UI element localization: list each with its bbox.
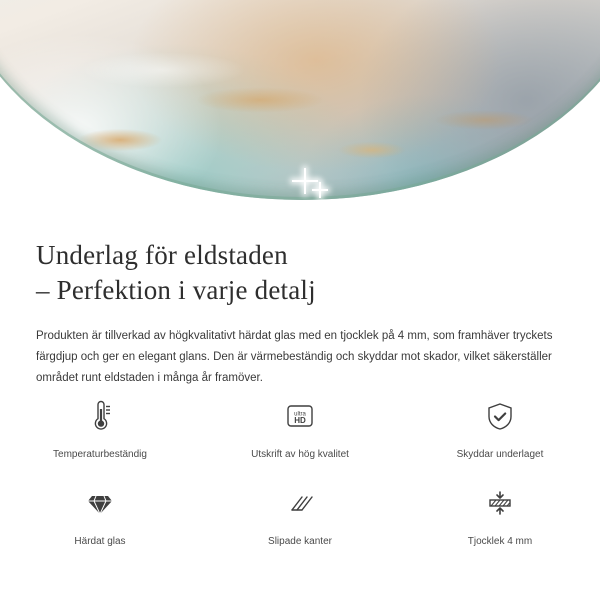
- thermometer-icon: [76, 392, 124, 440]
- feature-label: Härdat glas: [74, 536, 126, 547]
- description-paragraph: Produkten är tillverkad av högkvalitativt härdat glas med en tjocklek på 4 mm, som framhäver tryckets färgdjup och ger en elegant glans. Den är värmebeständig och skyddar mot skador, vilket säkerställer området runt eldstaden i många år framöver.: [36, 330, 553, 384]
- shield-check-icon: [476, 392, 524, 440]
- page-title-line-2: – Perfektion i varje detalj: [36, 275, 316, 305]
- feature-label: Utskrift av hög kvalitet: [251, 449, 349, 460]
- feature-grid: [0, 392, 600, 548]
- description-content: [0, 212, 600, 389]
- glass-disc-graphic: [0, 0, 600, 200]
- diamond-icon: [76, 479, 124, 527]
- svg-text:HD: HD: [294, 416, 306, 425]
- thickness-icon: [476, 479, 524, 527]
- page-title-line-1: Underlag för eldstaden: [36, 240, 288, 270]
- svg-text:ultra: ultra: [294, 411, 306, 418]
- feature-label: Tjocklek 4 mm: [467, 536, 533, 547]
- feature-item-thickness: [400, 479, 600, 548]
- polished-edges-icon: [276, 479, 324, 527]
- feature-item-surface-protection: [400, 392, 600, 461]
- feature-item-polished-edges: [200, 479, 400, 548]
- hero-product-image: [0, 0, 600, 212]
- feature-label: Temperaturbeständig: [53, 449, 147, 460]
- feature-item-temperature: [0, 392, 200, 461]
- page-title: [0, 212, 600, 308]
- ultra-hd-icon: [276, 392, 324, 440]
- feature-label: Skyddar underlaget: [456, 449, 544, 460]
- feature-item-print-quality: [200, 392, 400, 461]
- feature-item-tempered-glass: [0, 479, 200, 548]
- feature-label: Slipade kanter: [268, 536, 332, 547]
